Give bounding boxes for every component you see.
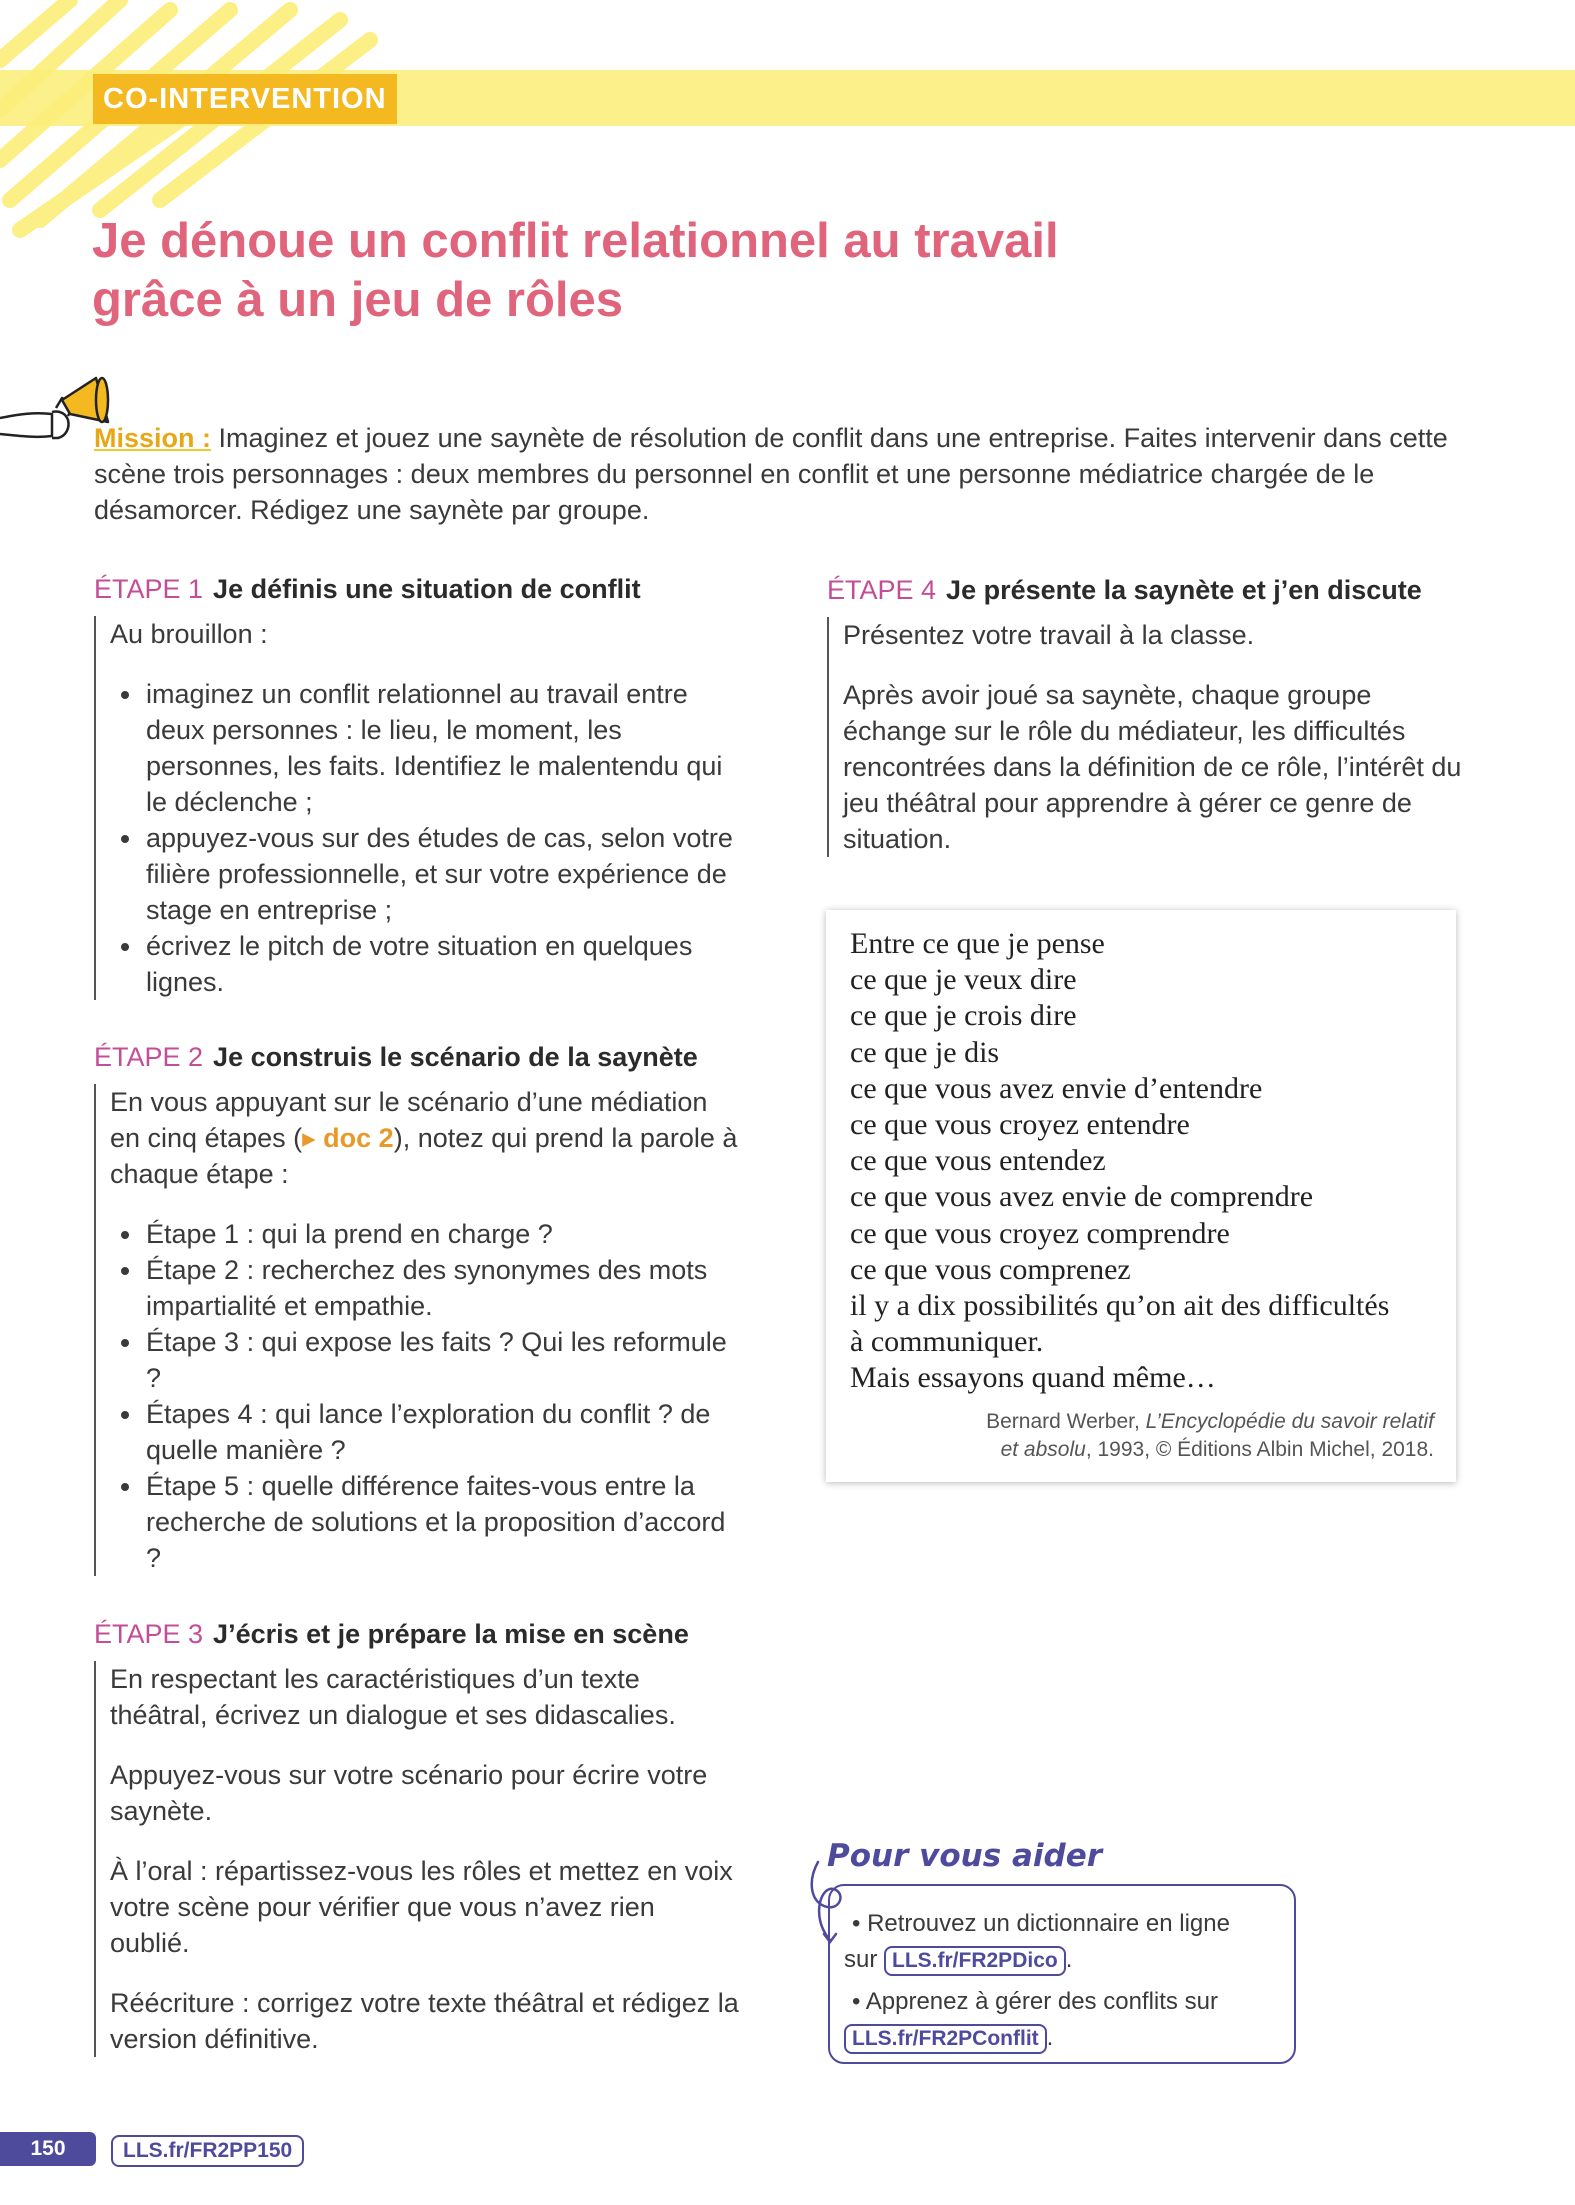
help-content <box>844 1906 1292 2056</box>
help-item-1 <box>852 1906 1292 1942</box>
curl-arrow-icon <box>808 1860 868 1960</box>
list-item: • imaginez un conflit relationnel au travail entre deux personnes : le lieu, le moment, les personnes, les faits. Identifiez le malentendu qui le déclenche ; <box>144 676 740 820</box>
help-item-1-text: • Retrouvez un dictionnaire en ligne <box>852 1910 1230 1937</box>
page-number: 150 <box>0 2132 96 2166</box>
help-item-2-link-row <box>844 2020 1292 2056</box>
mission-body: Imaginez et jouez une saynète de résolution de conflit dans une entreprise. Faites intervenir dans cette scène trois personnages : deux membres du personnel en conflit et une personne médiatrice chargée de le désamorcer. Rédigez une saynète par groupe. <box>94 423 1448 525</box>
poem-line: ce que je crois dire <box>850 999 1077 1033</box>
poem-line: ce que je veux dire <box>850 963 1077 997</box>
mission-text <box>94 420 1454 528</box>
step3-paragraph: À l’oral : répartissez-vous les rôles et mettez en voix votre scène pour vérifier que vous n’avez rien oublié. <box>110 1856 733 1958</box>
poem-line: ce que vous avez envie d’entendre <box>850 1071 1263 1105</box>
step2-intro-a: En vous appuyant sur le scénario d’une médiation en cinq étapes ( <box>110 1087 708 1153</box>
step3-heading <box>94 1617 689 1651</box>
help-item-2-text: • Apprenez à gérer des conflits sur <box>852 1988 1218 2015</box>
step2-heading <box>94 1040 698 1074</box>
mission-label: Mission : <box>94 423 212 453</box>
step3-paragraph: En respectant les caractéristiques d’un texte théâtral, écrivez un dialogue et ses didascalies. <box>110 1664 676 1730</box>
credit-rest: , 1993, © Éditions Albin Michel, 2018. <box>1085 1438 1434 1461</box>
step3-content <box>94 1661 740 2057</box>
title-line-1: Je dénoue un conflit relationnel au travail <box>92 214 1059 268</box>
list-item: • Étape 2 : recherchez des synonymes des mots impartialité et empathie. <box>144 1252 740 1324</box>
page-title <box>92 212 1192 330</box>
poem-line: il y a dix possibilités qu’on ait des difficultés <box>850 1289 1390 1323</box>
step2-title: Je construis le scénario de la saynète <box>213 1042 698 1072</box>
step3-number: ÉTAPE 3 <box>94 1619 204 1649</box>
help-box <box>828 1884 1296 2064</box>
footer-link[interactable]: LLS.fr/FR2PP150 <box>111 2135 304 2167</box>
step3-paragraph: Réécriture : corrigez votre texte théâtral et rédigez la version définitive. <box>110 1988 739 2054</box>
poem-line: ce que vous avez envie de comprendre <box>850 1180 1314 1214</box>
credit-title-2: et absolu <box>1000 1438 1086 1461</box>
step3-title: J’écris et je prépare la mise en scène <box>213 1619 689 1649</box>
step2-list <box>110 1216 740 1576</box>
step1-number: ÉTAPE 1 <box>94 574 204 604</box>
step4-heading <box>827 573 1422 607</box>
section-tag: CO-INTERVENTION <box>93 74 397 124</box>
list-item: • écrivez le pitch de votre situation en quelques lignes. <box>144 928 740 1000</box>
step2-intro-b: ), notez qui prend la parole à chaque étape : <box>110 1123 738 1189</box>
poem-line: Mais essayons quand même… <box>850 1361 1216 1395</box>
step2-number: ÉTAPE 2 <box>94 1042 204 1072</box>
step4-paragraph: Après avoir joué sa saynète, chaque groupe échange sur le rôle du médiateur, les difficultés rencontrées dans la définition de ce rôle, l’intérêt du jeu théâtral pour apprendre à gérer ce genre de situation. <box>843 680 1462 854</box>
help-title: Pour vous aider <box>827 1838 1103 1874</box>
poem-credit <box>986 1408 1434 1464</box>
step1-title: Je définis une situation de conflit <box>213 574 641 604</box>
step4-content <box>827 617 1463 857</box>
step3-paragraph: Appuyez-vous sur votre scénario pour écrire votre saynète. <box>110 1760 708 1826</box>
step2-content <box>94 1084 740 1576</box>
step4-title: Je présente la saynète et j’en discute <box>946 575 1422 605</box>
credit-title-1: L’Encyclopédie du savoir relatif <box>1145 1410 1434 1433</box>
help-dot: . <box>1046 2024 1054 2051</box>
poem-box <box>826 910 1456 1482</box>
step1-intro: Au brouillon : <box>110 619 268 649</box>
poem-line: ce que vous croyez entendre <box>850 1108 1190 1142</box>
list-item: • Étape 1 : qui la prend en charge ? <box>144 1216 740 1252</box>
list-item: • appuyez-vous sur des études de cas, selon votre filière professionnelle, et sur votre expérience de stage en entreprise ; <box>144 820 740 928</box>
step4-number: ÉTAPE 4 <box>827 575 937 605</box>
step1-content <box>94 616 740 1000</box>
conflit-link[interactable]: LLS.fr/FR2PConflit <box>844 2024 1047 2054</box>
poem-line: ce que je dis <box>850 1035 1000 1069</box>
step1-list <box>110 676 740 1000</box>
poem-line: ce que vous entendez <box>850 1144 1106 1178</box>
title-line-2: grâce à un jeu de rôles <box>92 273 624 327</box>
list-item: • Étapes 4 : qui lance l’exploration du conflit ? de quelle manière ? <box>144 1396 740 1468</box>
help-item-2 <box>852 1984 1292 2020</box>
poem-text <box>850 926 1450 1397</box>
step4-paragraph: Présentez votre travail à la classe. <box>843 620 1255 650</box>
step2-intro <box>110 1084 740 1192</box>
dico-link[interactable]: LLS.fr/FR2PDico <box>884 1946 1066 1976</box>
list-item: • Étape 5 : quelle différence faites-vous entre la recherche de solutions et la proposition d’accord ? <box>144 1468 740 1576</box>
help-item-1-link-row <box>844 1942 1292 1978</box>
list-item: • Étape 3 : qui expose les faits ? Qui les reformule ? <box>144 1324 740 1396</box>
poem-line: à communiquer. <box>850 1325 1044 1359</box>
help-item-1-prefix: sur <box>844 1946 885 1973</box>
poem-line: ce que vous comprenez <box>850 1252 1131 1286</box>
poem-line: Entre ce que je pense <box>850 927 1105 960</box>
poem-line: ce que vous croyez comprendre <box>850 1216 1230 1250</box>
credit-author: Bernard Werber, <box>986 1410 1146 1433</box>
doc2-reference-link[interactable]: ▸ doc 2 <box>302 1123 394 1153</box>
help-dot: . <box>1065 1946 1073 1973</box>
step1-heading <box>94 572 641 606</box>
